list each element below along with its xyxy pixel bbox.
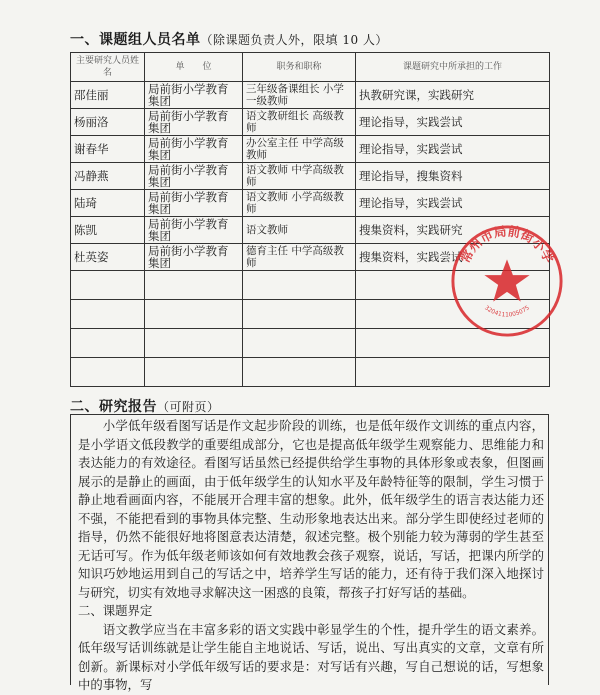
member-name: 谢春华 bbox=[71, 136, 145, 163]
member-work: 理论指导，实践尝试 bbox=[356, 190, 550, 217]
header-work: 课题研究中所承担的工作 bbox=[356, 53, 550, 82]
empty-cell bbox=[243, 300, 356, 329]
report-paragraph-1: 小学低年级看图写话是作文起步阶段的训练，也是低年级作文训练的重点内容，是小学语文低段教学的重要组成部分，它也是提高低年级学生观察能力、思维能力和表达能力的有效途径。看图写话虽然已经提供给学生事物的具体形象或表象，但图画展示的是静止的画面，由于低年级学生的认知水平及年龄特征等的限制，学生习惯于静止地看画面内容，不能展开合理丰富的想象。此外，低年级学生的语言表达能力还不强，不能把看到的事物具体完整、生动形象地表达出来。部分学生即使经过老师的指导，仍然不能很好地将图意表达清楚，叙述完整。极个别能力较为薄弱的学生甚至无话可写。作为低年级老师该如何有效地教会孩子观察，说话，写话，把课内所学的知识巧妙地运用到自己的写话之中，培养学生写话的能力，还有待于我们深入地探讨与研究，切实有效地寻求解决这一困惑的良策，帮孩子打好写话的基础。 bbox=[78, 418, 544, 600]
member-unit: 局前街小学教育集团 bbox=[145, 109, 243, 136]
member-post: 德育主任 中学高级教师 bbox=[243, 244, 356, 271]
empty-cell bbox=[145, 358, 243, 387]
member-post: 语文教师 bbox=[243, 217, 356, 244]
school-seal-stamp bbox=[448, 222, 566, 340]
svg-text:3204111005075 bbox=[483, 305, 531, 318]
member-name: 冯静燕 bbox=[71, 163, 145, 190]
member-work: 理论指导，搜集资料 bbox=[356, 163, 550, 190]
section-2-title: 二、研究报告（可附页） bbox=[70, 399, 220, 415]
table-row bbox=[71, 82, 550, 109]
member-post: 语文教师 中学高级教师 bbox=[243, 163, 356, 190]
member-name: 陆琦 bbox=[71, 190, 145, 217]
member-unit: 局前街小学教育集团 bbox=[145, 82, 243, 109]
member-unit: 局前街小学教育集团 bbox=[145, 136, 243, 163]
table-row bbox=[71, 136, 550, 163]
section-1-title: 一、课题组人员名单（除课题负责人外，限填 10 人） bbox=[70, 32, 388, 48]
member-work: 执教研究课，实践研究 bbox=[356, 82, 550, 109]
empty-cell bbox=[243, 358, 356, 387]
stamp-serial: 3204111005075 bbox=[483, 305, 531, 319]
stamp-text: 常州市局前街小学 bbox=[458, 224, 556, 266]
empty-cell bbox=[71, 271, 145, 300]
report-paragraph-2: 语文教学应当在丰富多彩的语文实践中彰显学生的个性，提升学生的语文素养。低年级写话训练就是让学生能自主地说话、写话，说出、写出真实的文章，文章有所创新。新课标对小学低年级写话的要求是：对写话有兴趣，写自己想说的话，写想象中的事物，写 bbox=[78, 621, 544, 692]
empty-cell bbox=[356, 358, 550, 387]
member-name: 陈凯 bbox=[71, 217, 145, 244]
empty-cell bbox=[145, 271, 243, 300]
member-unit: 局前街小学教育集团 bbox=[145, 244, 243, 271]
section-2-note: （可附页） bbox=[157, 400, 220, 414]
table-header-row bbox=[71, 53, 550, 82]
member-work: 搜集资料，实践研究 bbox=[356, 217, 550, 244]
member-work: 搜集资料，实践尝试 bbox=[356, 244, 550, 271]
member-unit: 局前街小学教育集团 bbox=[145, 190, 243, 217]
empty-cell bbox=[145, 300, 243, 329]
member-name: 邵佳丽 bbox=[71, 82, 145, 109]
empty-cell bbox=[243, 329, 356, 358]
member-name: 杜英姿 bbox=[71, 244, 145, 271]
empty-cell bbox=[71, 358, 145, 387]
table-row bbox=[71, 190, 550, 217]
section-1-note: （除课题负责人外，限填 10 人） bbox=[200, 33, 388, 47]
empty-cell bbox=[145, 329, 243, 358]
empty-cell bbox=[243, 271, 356, 300]
member-post: 语文教研组长 高级教师 bbox=[243, 109, 356, 136]
report-subheading: 二、课题界定 bbox=[78, 603, 153, 618]
header-name: 主要研究人员姓名 bbox=[71, 53, 145, 82]
member-name: 杨丽洛 bbox=[71, 109, 145, 136]
member-work: 理论指导，实践尝试 bbox=[356, 109, 550, 136]
empty-cell bbox=[71, 300, 145, 329]
table-row bbox=[71, 163, 550, 190]
empty-cell bbox=[71, 329, 145, 358]
header-unit: 单 位 bbox=[145, 53, 243, 82]
header-post: 职务和职称 bbox=[243, 53, 356, 82]
member-work: 理论指导，实践尝试 bbox=[356, 136, 550, 163]
member-post: 语文教师 小学高级教师 bbox=[243, 190, 356, 217]
member-post: 办公室主任 中学高级教师 bbox=[243, 136, 356, 163]
empty-table-row bbox=[71, 358, 550, 387]
report-body bbox=[78, 417, 544, 695]
member-post: 三年级备课组长 小学一级教师 bbox=[243, 82, 356, 109]
member-unit: 局前街小学教育集团 bbox=[145, 217, 243, 244]
member-unit: 局前街小学教育集团 bbox=[145, 163, 243, 190]
table-row bbox=[71, 109, 550, 136]
